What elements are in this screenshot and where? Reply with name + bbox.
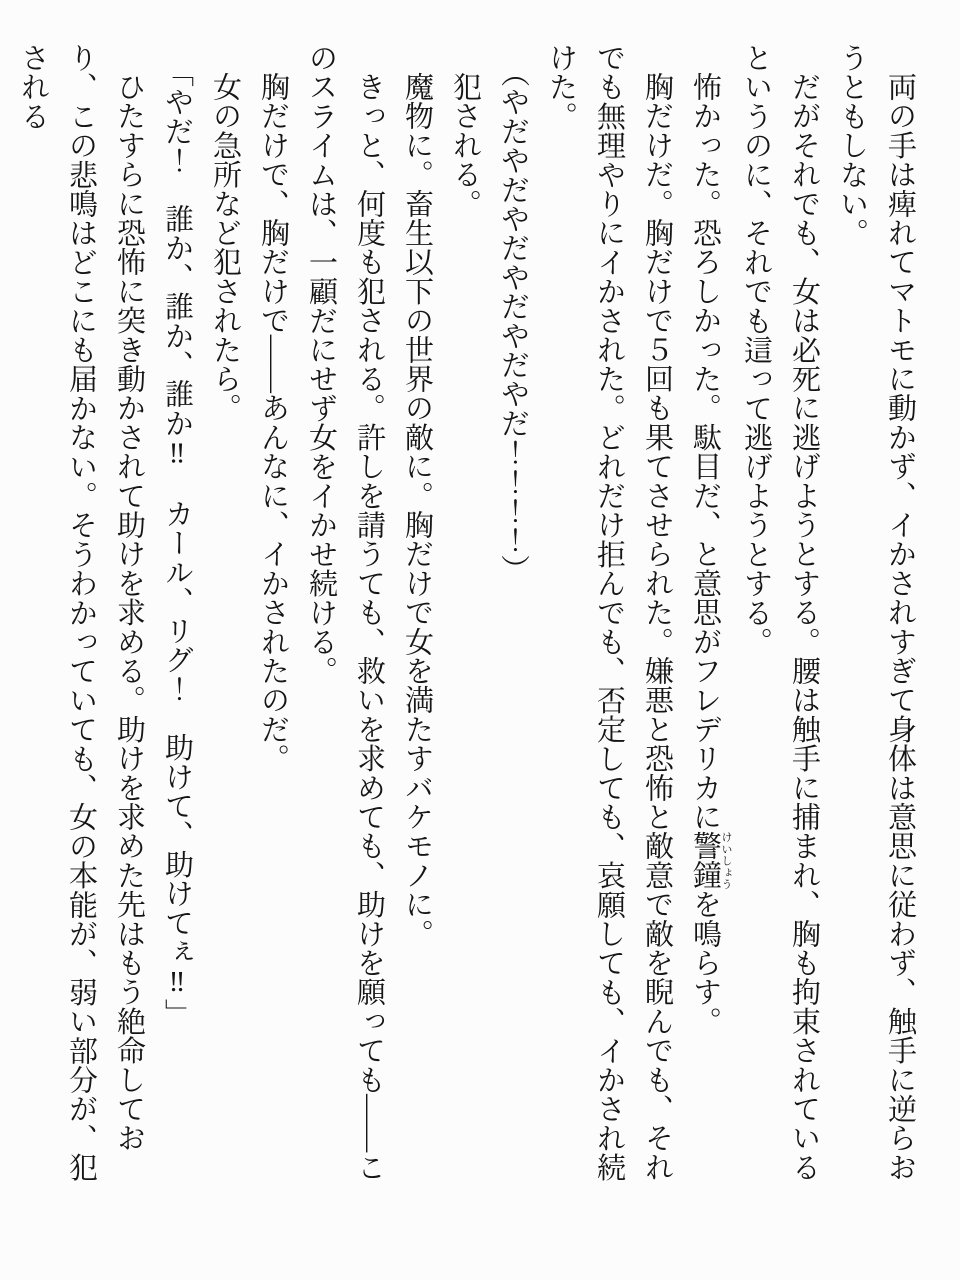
paragraph-1: 両の手は痺れてマトモに動かず、イかされすぎて身体は意思に従わず、触手に逆らおうともしない。 [836, 43, 916, 1182]
paragraph-5: （やだやだやだやだやだやだ！！！！） [497, 57, 529, 584]
paragraph-8: きっと、何度も犯される。許しを請うても、救いを求めても、助けを願っても――このスライムは、一顧だにせず女をイかせ続ける。 [305, 43, 385, 1182]
paragraph-2: だがそれでも、女は必死に逃げようとする。腰は触手に捕まれ、胸も拘束されているというのに、それでも這って逃げようとする。 [740, 43, 820, 1182]
paragraph-11: 「やだ！ 誰か、誰か、誰か‼ カール、リグ！ 助けて、助けてぇ‼」 [161, 57, 193, 1028]
paragraph-7: 魔物に。畜生以下の世界の敵に。胸だけで女を満たすバケモノに。 [401, 72, 433, 948]
paragraph-12: ひたすらに恐怖に突き動かされて助けを求める。助けを求めた先はもう絶命しており、この悲鳴はどこにも届かない。そうわかっていても、女の本能が、弱い部分が、犯される [17, 43, 145, 1182]
furigana: けいしょう [720, 831, 732, 890]
paragraph-10: 女の急所など犯されたら。 [209, 72, 241, 423]
paragraph-6: 犯される。 [449, 72, 481, 218]
paragraph-3: 怖かった。恐ろしかった。駄目だ、と意思がフレデリカに警鐘 けいしょうを鳴らす。 [689, 72, 732, 1036]
paragraph-9: 胸だけで、胸だけで――あんなに、イかされたのだ。 [257, 72, 289, 773]
ruby-word: 警鐘 けいしょう [689, 831, 732, 890]
paragraph-4: 胸だけだ。胸だけで５回も果てさせられた。嫌悪と恐怖と敵意で敵を睨んでも、それでも無理やりにイかされた。どれだけ拒んでも、否定しても、哀願しても、イかされ続けた。 [545, 43, 673, 1182]
